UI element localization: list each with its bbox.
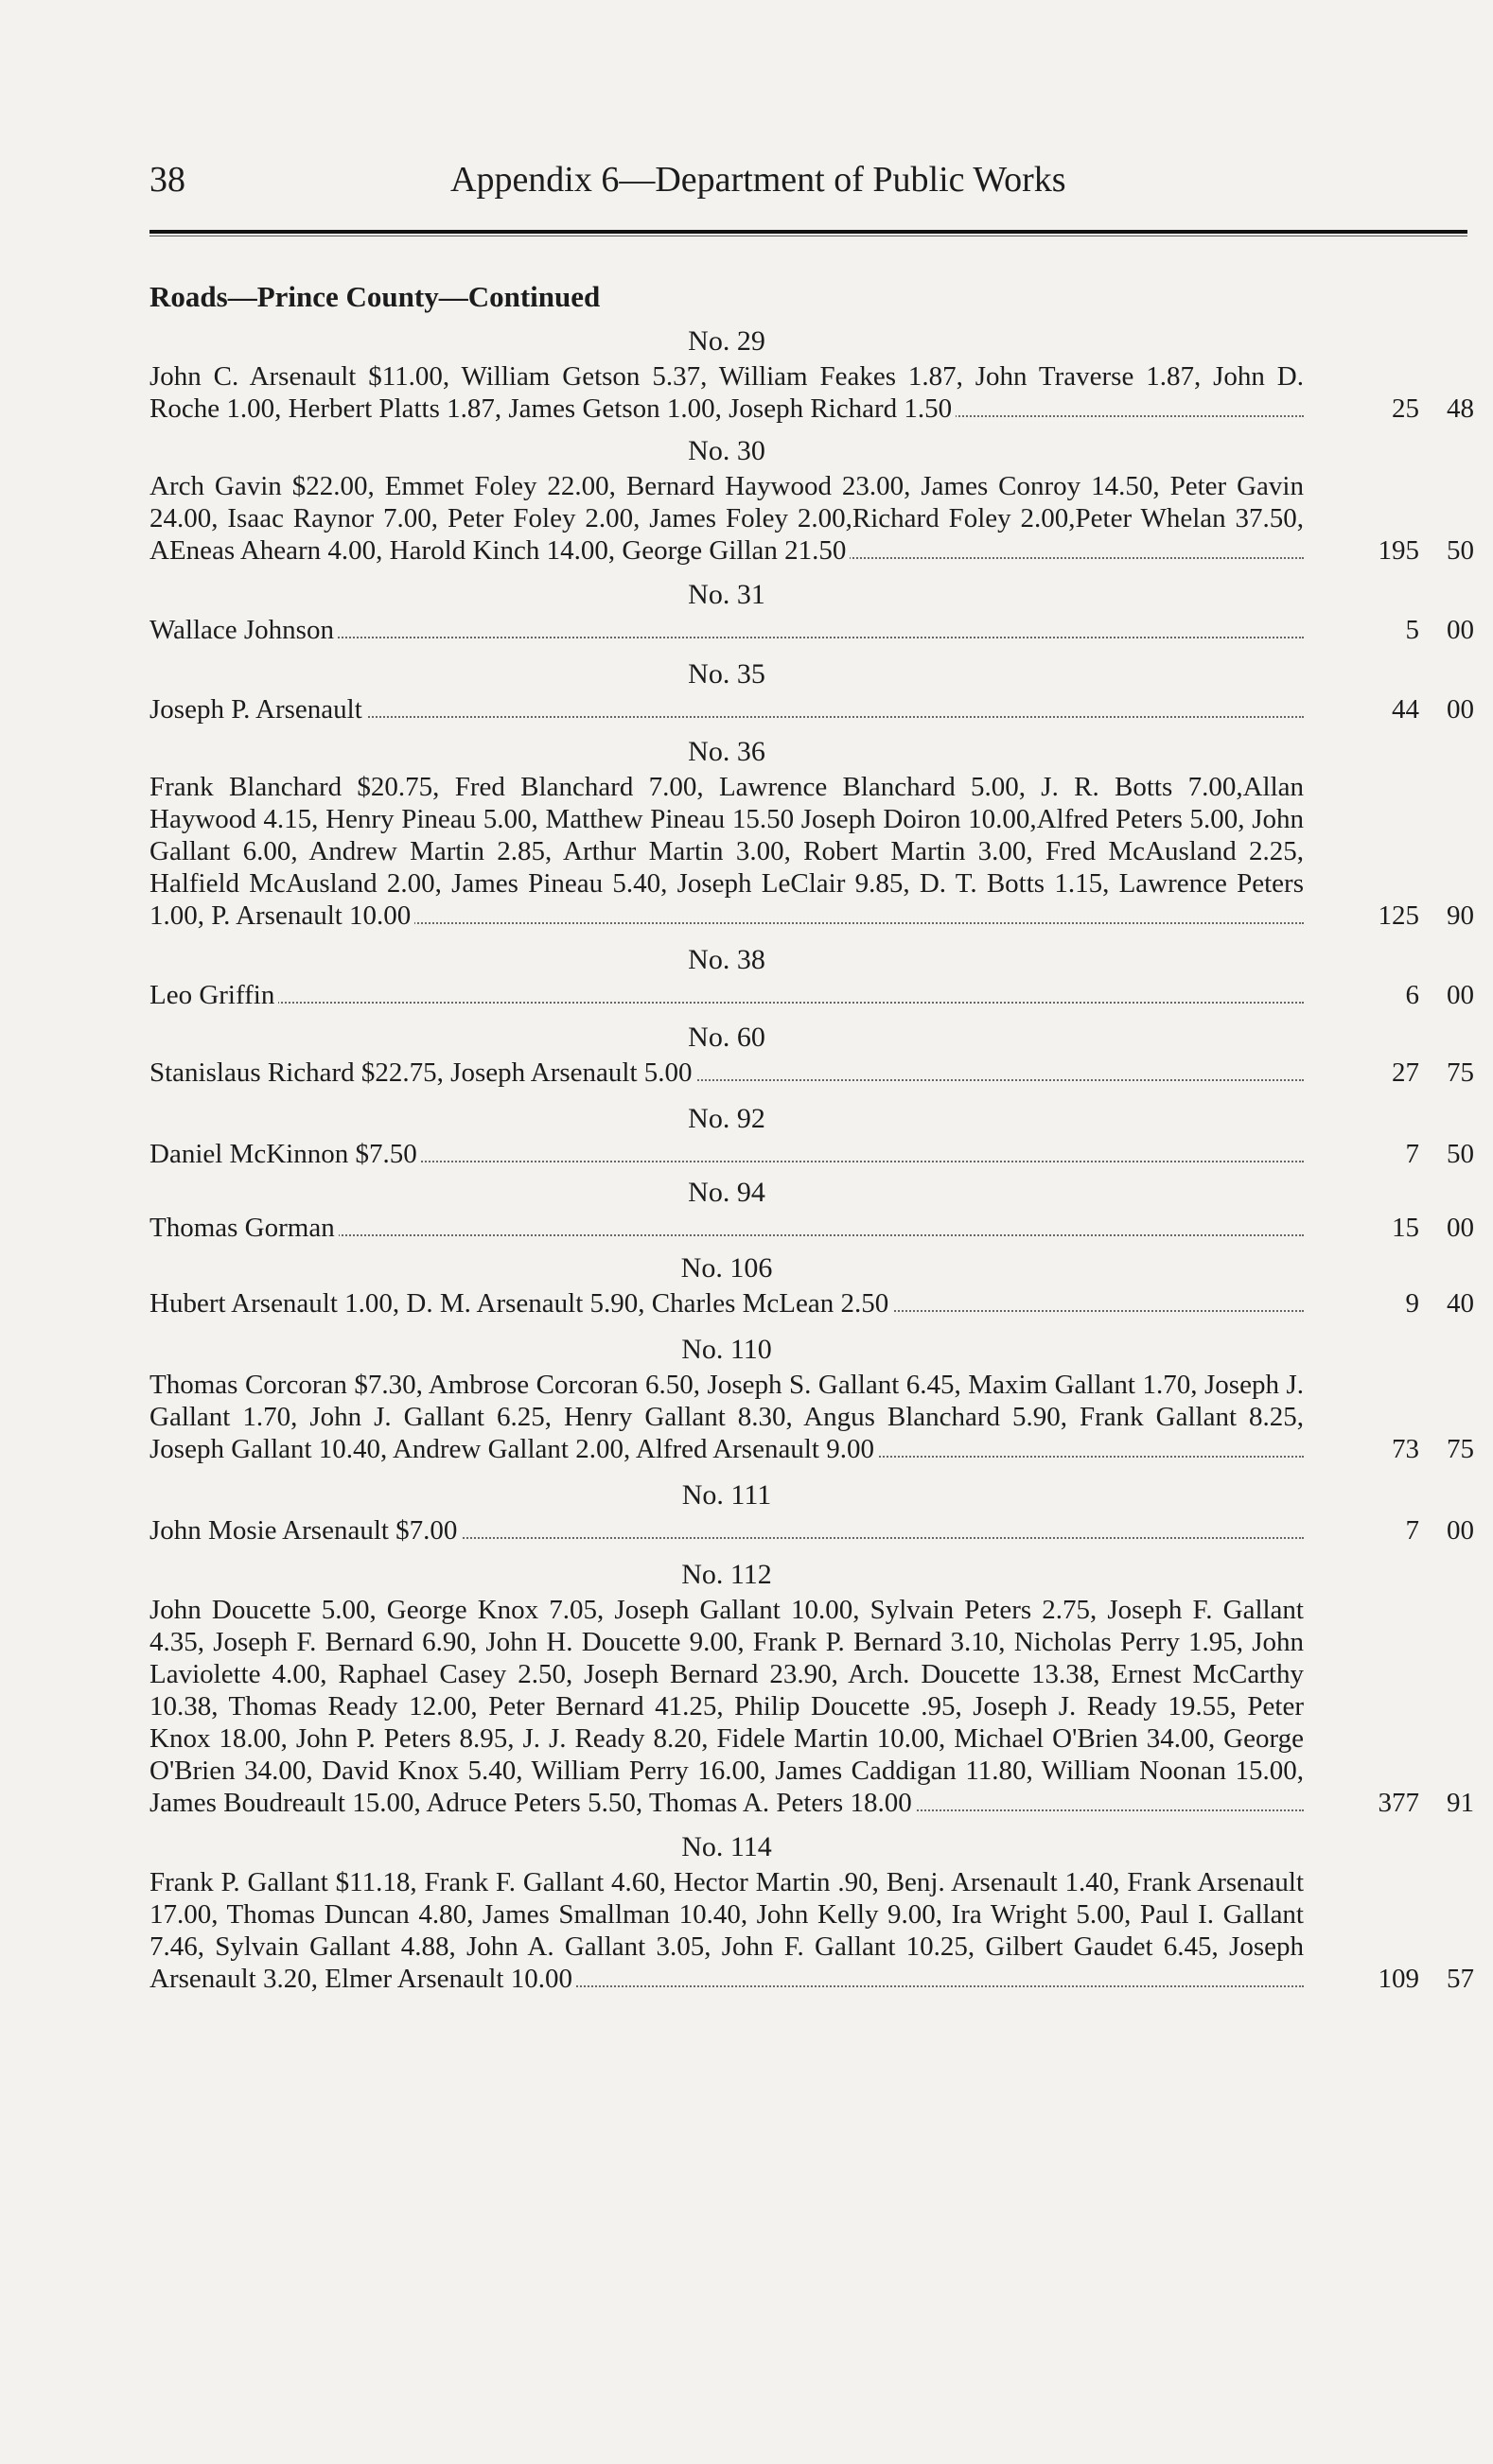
entry-amount [1323,534,1474,567]
amount-dollars: 15 [1392,1213,1419,1243]
entry-payees: Frank Blanchard $20.75, Fred Blanchard 7.00, Lawrence Blanchard 5.00, J. R. Botts 7.00,Allan Haywood 4.15, Henry Pineau 5.00, Matthew Pineau 15.50 Joseph Doiron 10.00,Alfred Peters 5.00, John Gallant 6.00, Andrew Martin 2.85, Arthur Martin 3.00, Robert Martin 3.00, Fred McAusland 2.25, Halfield McAusland 2.00, James Pineau 5.40, Joseph LeClair 9.85, D. T. Botts 1.15, Lawrence Peters 1.00, P. Arsenault 10.00 [149,772,1304,931]
amount-cents: 00 [1447,1515,1474,1546]
account-entry [149,655,1474,725]
entry-text [149,360,1304,425]
dot-leader [149,1002,1304,1004]
entry-number: No. 35 [688,658,765,690]
entry-number: No. 106 [680,1252,773,1284]
entry-text [149,1594,1304,1819]
entry-payees: Leo Griffin [149,980,278,1010]
entry-amount [1323,393,1474,425]
entry-number: No. 31 [688,579,765,610]
entry-number: No. 112 [681,1559,772,1590]
amount-cents: 00 [1447,615,1474,645]
entry-number: No. 29 [688,325,765,357]
amount-cents: 50 [1447,535,1474,566]
entry-payees: John Doucette 5.00, George Knox 7.05, Joseph Gallant 10.00, Sylvain Peters 2.75, Joseph F. Gallant 4.35, Joseph F. Bernard 6.90, John H. Doucette 9.00, Frank P. Bernard 3.10, Nicholas Perry 1.95, John Laviolette 4.00, Raphael Casey 2.50, Joseph Bernard 23.90, Arch. Doucette 13.38, Ernest McCarthy 10.38, Thomas Ready 12.00, Peter Bernard 41.25, Philip Doucette .95, Joseph J. Ready 19.55, Peter Knox 18.00, John P. Peters 8.95, J. J. Ready 8.20, Fidele Martin 10.00, Michael O'Brien 34.00, George O'Brien 34.00, David Knox 5.40, William Perry 16.00, James Caddigan 11.80, William Noonan 15.00, James Boudreault 15.00, Adruce Peters 5.50, Thomas A. Peters 18.00 [149,1595,1304,1818]
amount-dollars: 377 [1378,1788,1419,1818]
entry-payees: John Mosie Arsenault $7.00 [149,1515,461,1546]
amount-cents: 00 [1447,694,1474,725]
entry-text [149,1866,1304,1995]
account-entry [149,1477,1474,1547]
amount-dollars: 195 [1378,535,1419,566]
entry-text [149,979,1304,1011]
entry-payees: Joseph P. Arsenault [149,694,366,725]
page-number: 38 [149,160,185,200]
account-entry [149,432,1474,567]
entry-text [149,693,1304,725]
entry-amount [1323,900,1474,932]
entry-number: No. 30 [688,435,765,466]
entry-amount [1323,979,1474,1011]
entry-payees: Wallace Johnson [149,615,338,645]
amount-cents: 00 [1447,980,1474,1010]
entry-amount [1323,1787,1474,1819]
account-entry [149,733,1474,932]
account-entry [149,941,1474,1011]
entry-amount [1323,1433,1474,1465]
amount-dollars: 27 [1392,1057,1419,1088]
entry-number: No. 60 [688,1022,765,1053]
entry-text [149,1212,1304,1244]
amount-dollars: 25 [1392,393,1419,424]
entry-payees: Stanislaus Richard $22.75, Joseph Arsenault 5.00 [149,1057,696,1088]
entry-number: No. 94 [688,1177,765,1208]
entry-text [149,614,1304,646]
amount-cents: 91 [1447,1788,1474,1818]
entry-text [149,1514,1304,1547]
section-heading: Roads—Prince County—Continued [149,280,601,313]
amount-cents: 75 [1447,1434,1474,1464]
entry-number: No. 111 [681,1479,772,1511]
entry-payees: Hubert Arsenault 1.00, D. M. Arsenault 5.90, Charles McLean 2.50 [149,1288,892,1319]
amount-cents: 90 [1447,900,1474,931]
amount-dollars: 125 [1378,900,1419,931]
amount-cents: 48 [1447,393,1474,424]
amount-cents: 40 [1447,1288,1474,1319]
entry-amount [1323,1138,1474,1170]
amount-dollars: 44 [1392,694,1419,725]
entry-payees: Daniel McKinnon $7.50 [149,1139,421,1169]
entry-amount [1323,1287,1474,1319]
entry-text [149,1138,1304,1170]
account-entry [149,1100,1474,1170]
entries-list [149,315,1474,1995]
amount-cents: 57 [1447,1964,1474,1994]
amount-dollars: 6 [1405,980,1419,1010]
entry-text [149,470,1304,567]
amount-cents: 75 [1447,1057,1474,1088]
entry-amount [1323,1514,1474,1547]
amount-cents: 00 [1447,1213,1474,1243]
entry-amount [1323,614,1474,646]
entry-amount [1323,1057,1474,1089]
header-rule [149,230,1467,234]
entry-amount [1323,1963,1474,1995]
entry-text [149,1287,1304,1319]
account-entry [149,1556,1474,1819]
amount-dollars: 9 [1405,1288,1419,1319]
amount-dollars: 109 [1378,1964,1419,1994]
account-entry [149,1019,1474,1089]
amount-dollars: 7 [1405,1515,1419,1546]
entry-text [149,1369,1304,1465]
entry-payees: Arch Gavin $22.00, Emmet Foley 22.00, Bernard Haywood 23.00, James Conroy 14.50, Peter Gavin 24.00, Isaac Raynor 7.00, Peter Foley 2.00, James Foley 2.00,Richard Foley 2.00,Peter Whelan 37.50, AEneas Ahearn 4.00, Harold Kinch 14.00, George Gillan 21.50 [149,471,1304,566]
entry-number: No. 114 [681,1831,772,1862]
entry-number: No. 36 [688,736,765,767]
account-entry [149,1249,1474,1319]
entry-text [149,771,1304,932]
entry-number: No. 92 [688,1103,765,1134]
entry-payees: Thomas Gorman [149,1213,339,1243]
entry-amount [1323,693,1474,725]
running-title: Appendix 6—Department of Public Works [450,160,1066,200]
account-entry [149,1331,1474,1465]
account-entry [149,576,1474,646]
entry-number: No. 110 [681,1334,772,1365]
amount-dollars: 7 [1405,1139,1419,1169]
account-entry [149,323,1474,425]
entry-amount [1323,1212,1474,1244]
entry-number: No. 38 [688,944,765,975]
account-entry [149,1174,1474,1244]
amount-dollars: 73 [1392,1434,1419,1464]
entry-text [149,1057,1304,1089]
account-entry [149,1828,1474,1995]
entry-payees: Frank P. Gallant $11.18, Frank F. Gallant 4.60, Hector Martin .90, Benj. Arsenault 1.40, Frank Arsenault 17.00, Thomas Duncan 4.80, James Smallman 10.40, John Kelly 9.00, Ira Wright 5.00, Paul I. Gallant 7.46, Sylvain Gallant 4.88, John A. Gallant 3.05, John F. Gallant 10.25, Gilbert Gaudet 6.45, Joseph Arsenault 3.20, Elmer Arsenault 10.00 [149,1867,1304,1994]
amount-dollars: 5 [1405,615,1419,645]
page-header [149,159,1467,216]
amount-cents: 50 [1447,1139,1474,1169]
entry-payees: Thomas Corcoran $7.30, Ambrose Corcoran 6.50, Joseph S. Gallant 6.45, Maxim Gallant 1.70, Joseph J. Gallant 1.70, John J. Gallant 6.25, Henry Gallant 8.30, Angus Blanchard 5.90, Frank Gallant 8.25, Joseph Gallant 10.40, Andrew Gallant 2.00, Alfred Arsenault 9.00 [149,1370,1304,1464]
entry-payees: John C. Arsenault $11.00, William Getson 5.37, William Feakes 1.87, John Traverse 1.87, John D. Roche 1.00, Herbert Platts 1.87, James Getson 1.00, Joseph Richard 1.50 [149,361,1304,424]
